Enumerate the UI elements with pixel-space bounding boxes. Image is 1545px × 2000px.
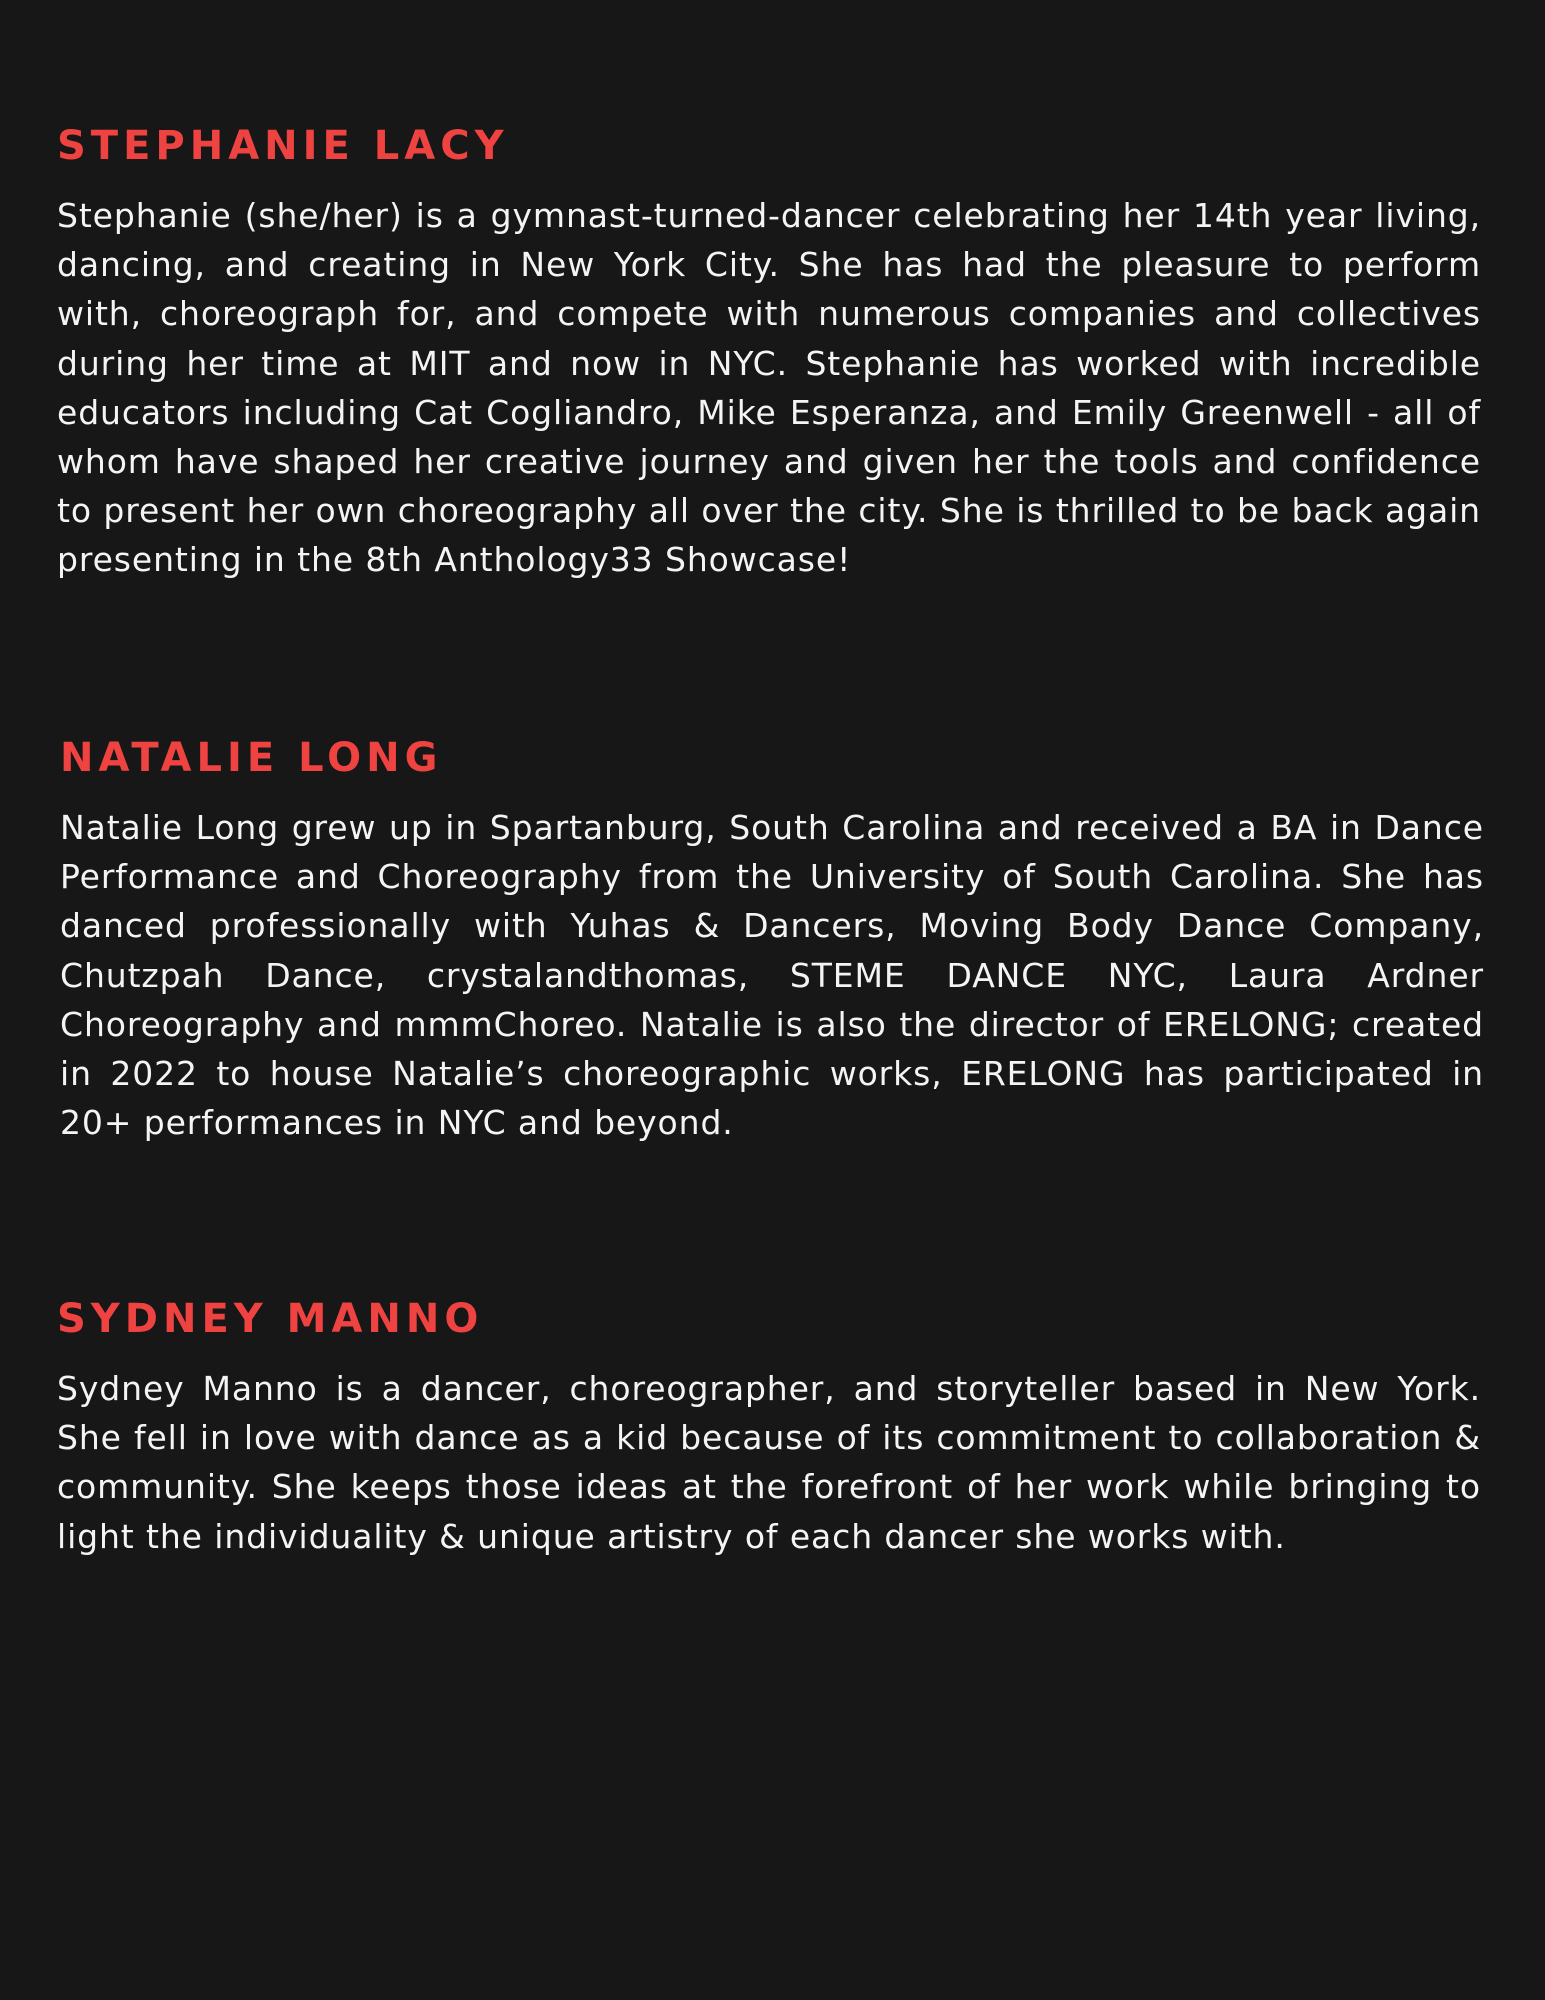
bio-name: NATALIE LONG — [60, 735, 443, 781]
bio-natalie-long — [60, 730, 1484, 1147]
bio-stephanie-lacy — [57, 118, 1481, 585]
bio-name: STEPHANIE LACY — [57, 123, 509, 169]
bio-text: Natalie Long grew up in Spartanburg, South Carolina and received a BA in Dance Performance and Choreography from the University of South Carolina. She has danced professionally with Yuhas & Dancers, Moving Body Dance Company, Chutzpah Dance, crystalandthomas, STEME DANCE NYC, Laura Ardner Choreography and mmmChoreo. Natalie is also the director of ERELONG; created in 2022 to house Natalie’s choreographic works, ERELONG has participated in 20+ performances in NYC and beyond. — [60, 808, 1484, 1143]
bio-sydney-manno — [57, 1291, 1481, 1561]
bio-name: SYDNEY MANNO — [57, 1296, 484, 1342]
bio-text: Sydney Manno is a dancer, choreographer, and storyteller based in New York. She fell in love with dance as a kid because of its commitment to collaboration & community. She keeps those ideas at the forefront of her work while bringing to light the individuality & unique artistry of each dancer she works with. — [57, 1369, 1481, 1556]
bio-text: Stephanie (she/her) is a gymnast-turned-dancer celebrating her 14th year living, dancing, and creating in New York City. She has had the pleasure to perform with, choreograph for, and compete with numerous companies and collectives during her time at MIT and now in NYC. Stephanie has worked with incredible educators including Cat Cogliandro, Mike Esperanza, and Emily Greenwell - all of whom have shaped her creative journey and given her the tools and confidence to present her own choreography all over the city. She is thrilled to be back again presenting in the 8th Anthology33 Showcase! — [57, 196, 1481, 580]
